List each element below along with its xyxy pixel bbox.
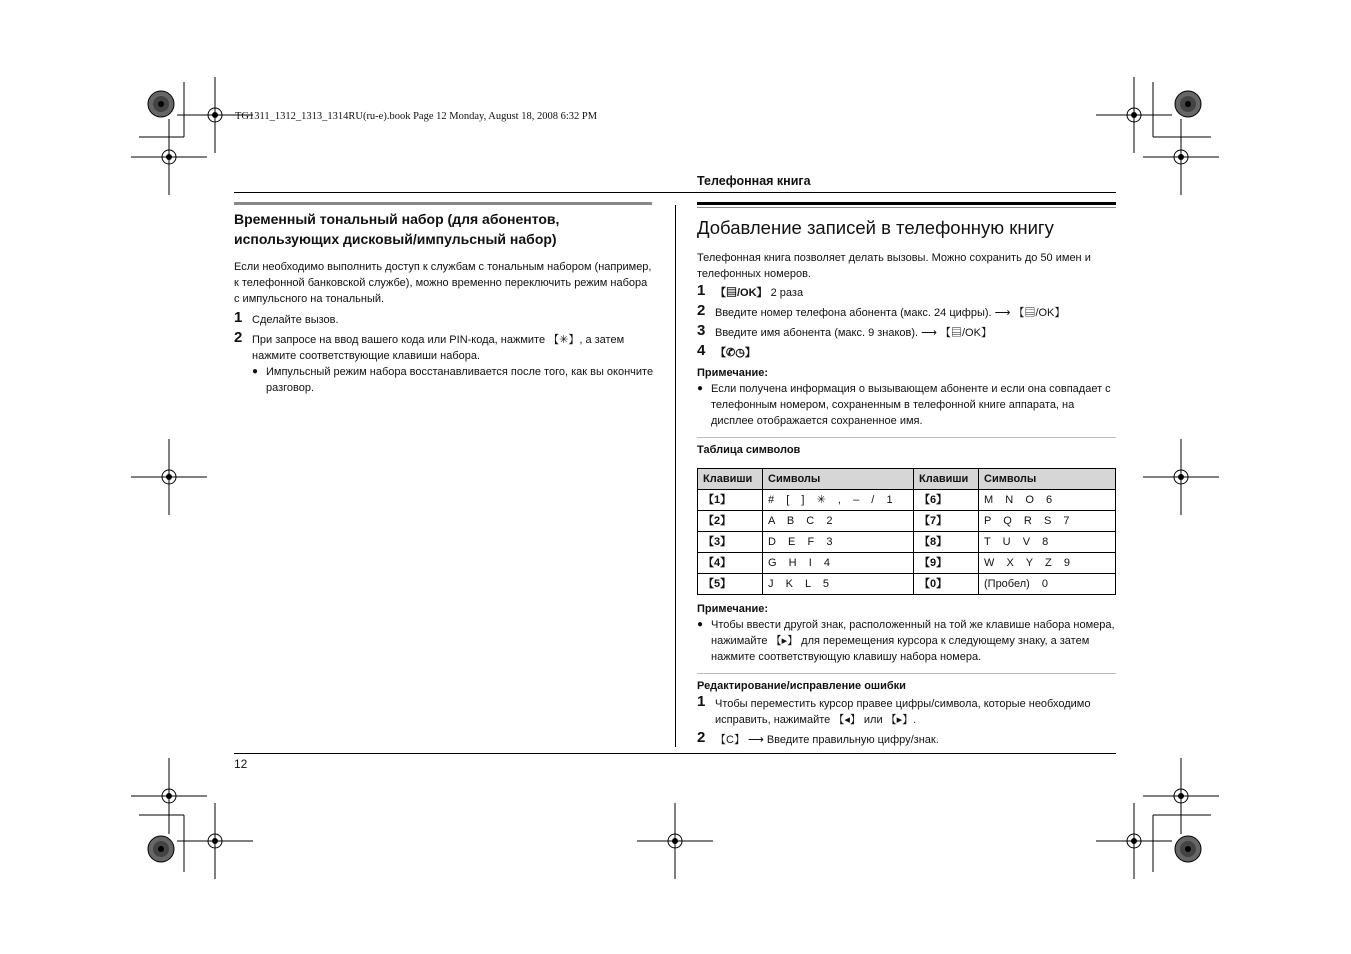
footer-rule xyxy=(234,753,1116,754)
left-column xyxy=(234,209,654,400)
step-number: 2 xyxy=(234,329,243,346)
section-header: Телефонная книга xyxy=(697,174,811,188)
table-title: Таблица символов xyxy=(697,444,801,456)
page-number: 12 xyxy=(234,757,248,771)
step-number: 1 xyxy=(697,282,706,299)
note-bullet xyxy=(697,381,1116,429)
crosshair-icon xyxy=(1096,803,1172,879)
symbols-cell: W X Y Z 9 xyxy=(979,553,1116,574)
key-cell: 【5】 xyxy=(698,574,763,595)
step-text: 【C】 ⟶ Введите правильную цифру/знак. xyxy=(715,734,939,746)
symbols-cell: # [ ] ✳ , – / 1 xyxy=(763,490,914,511)
crosshair-icon xyxy=(1143,439,1219,515)
step-text: При запросе на ввод вашего кода или PIN-кода, нажмите 【✳】, а затем нажмите соответствующие клавиши набора. xyxy=(252,334,625,362)
separator xyxy=(697,673,1116,674)
bullet-icon: ● xyxy=(252,366,259,377)
crosshair-icon xyxy=(1096,77,1172,153)
key-cell: 【3】 xyxy=(698,532,763,553)
step-text: Введите имя абонента (макс. 9 знаков). ⟶ 【▤/OK】 xyxy=(715,327,992,339)
left-title-rule xyxy=(234,202,652,205)
left-step-2 xyxy=(234,329,654,396)
bullet-icon: ● xyxy=(697,619,704,630)
left-bullet xyxy=(252,364,654,396)
step-number: 1 xyxy=(697,693,706,710)
table-row xyxy=(698,574,1116,595)
edit-step-1 xyxy=(697,693,1116,728)
edit-step-2 xyxy=(697,729,1116,748)
col-header: Символы xyxy=(763,469,914,490)
crosshair-icon xyxy=(131,119,207,195)
left-step-1 xyxy=(234,309,654,328)
note2-bullet xyxy=(697,617,1116,665)
registration-star-icon xyxy=(1175,91,1201,117)
symbols-cell: M N O 6 xyxy=(979,490,1116,511)
step-number: 2 xyxy=(697,302,706,319)
symbols-cell: P Q R S 7 xyxy=(979,511,1116,532)
header-rule xyxy=(234,192,1116,193)
col-header: Символы xyxy=(979,469,1116,490)
off-key: 【✆◷】 xyxy=(715,347,756,359)
registration-star-icon xyxy=(148,91,174,117)
symbols-cell: D E F 3 xyxy=(763,532,914,553)
step-number: 1 xyxy=(234,309,243,326)
table-row xyxy=(698,553,1116,574)
right-intro: Телефонная книга позволяет делать вызовы. Можно сохранить до 50 имен и телефонных номеров. xyxy=(697,252,1091,280)
key-cell: 【6】 xyxy=(914,490,979,511)
col-header: Клавиши xyxy=(698,469,763,490)
crosshair-icon xyxy=(637,803,713,879)
symbols-cell: A B C 2 xyxy=(763,511,914,532)
column-divider xyxy=(675,205,676,747)
crosshair-icon xyxy=(131,758,207,834)
left-title: Временный тональный набор (для абонентов, использующих дисковый/импульсный набор) xyxy=(234,211,560,247)
step-number: 4 xyxy=(697,342,706,359)
right-step-3 xyxy=(697,322,1116,341)
right-title-rule-thin xyxy=(697,207,1116,208)
registration-star-icon xyxy=(148,836,174,862)
key-cell: 【8】 xyxy=(914,532,979,553)
key-cell: 【2】 xyxy=(698,511,763,532)
step-text: 2 раза xyxy=(767,287,804,299)
symbols-cell: T U V 8 xyxy=(979,532,1116,553)
table-row xyxy=(698,532,1116,553)
symbols-cell: J K L 5 xyxy=(763,574,914,595)
crosshair-icon xyxy=(1143,119,1219,195)
menu-ok-key: 【▤/OK】 xyxy=(715,287,768,299)
crosshair-icon xyxy=(131,439,207,515)
edit-title: Редактирование/исправление ошибки xyxy=(697,680,906,692)
symbols-cell: (Пробел) 0 xyxy=(979,574,1116,595)
right-step-1 xyxy=(697,282,1116,301)
key-cell: 【1】 xyxy=(698,490,763,511)
right-step-4 xyxy=(697,342,1116,361)
table-row xyxy=(698,490,1116,511)
right-title: Добавление записей в телефонную книгу xyxy=(697,217,1054,238)
bullet-icon: ● xyxy=(697,383,704,394)
table-header-row xyxy=(698,469,1116,490)
separator xyxy=(697,437,1116,438)
symbols-cell: G H I 4 xyxy=(763,553,914,574)
bullet-text: Импульсный режим набора восстанавливается после того, как вы окончите разговор. xyxy=(266,366,654,394)
right-step-2 xyxy=(697,302,1116,321)
step-number: 3 xyxy=(697,322,706,339)
table-row xyxy=(698,511,1116,532)
note2-label: Примечание: xyxy=(697,603,769,615)
key-cell: 【4】 xyxy=(698,553,763,574)
key-cell: 【9】 xyxy=(914,553,979,574)
symbol-table xyxy=(697,468,1116,595)
right-title-rule-thick xyxy=(697,202,1116,205)
col-header: Клавиши xyxy=(914,469,979,490)
right-column xyxy=(697,216,1116,752)
step-number: 2 xyxy=(697,729,706,746)
key-cell: 【0】 xyxy=(914,574,979,595)
step-text: Сделайте вызов. xyxy=(252,314,339,326)
left-intro: Если необходимо выполнить доступ к службам с тональным набором (например, к телефонной банковской службе), можно временно переключить режим набора с импульсного на тональный. xyxy=(234,261,652,305)
note-text: Если получена информация о вызывающем абоненте и если она совпадает с телефонным номером, сохраненным в телефонной книге аппарата, на дисплее отображается сохраненное имя. xyxy=(711,383,1111,427)
note-label: Примечание: xyxy=(697,367,769,379)
crosshair-icon xyxy=(177,803,253,879)
file-info-line: TG1311_1312_1313_1314RU(ru-e).book Page 12 Monday, August 18, 2008 6:32 PM xyxy=(235,111,598,122)
key-cell: 【7】 xyxy=(914,511,979,532)
crosshair-icon xyxy=(1143,758,1219,834)
registration-star-icon xyxy=(1175,836,1201,862)
step-text: Введите номер телефона абонента (макс. 24 цифры). ⟶ 【▤/OK】 xyxy=(715,307,1066,319)
step-text: Чтобы переместить курсор правее цифры/символа, которые необходимо исправить, нажимайте 【◂】 или 【▸】. xyxy=(715,698,1091,726)
note2-text: Чтобы ввести другой знак, расположенный на той же клавише набора номера, нажимайте 【▸】 для перемещения курсора к следующему знаку, а затем нажмите соответствующую клавишу набора номера. xyxy=(711,619,1115,663)
